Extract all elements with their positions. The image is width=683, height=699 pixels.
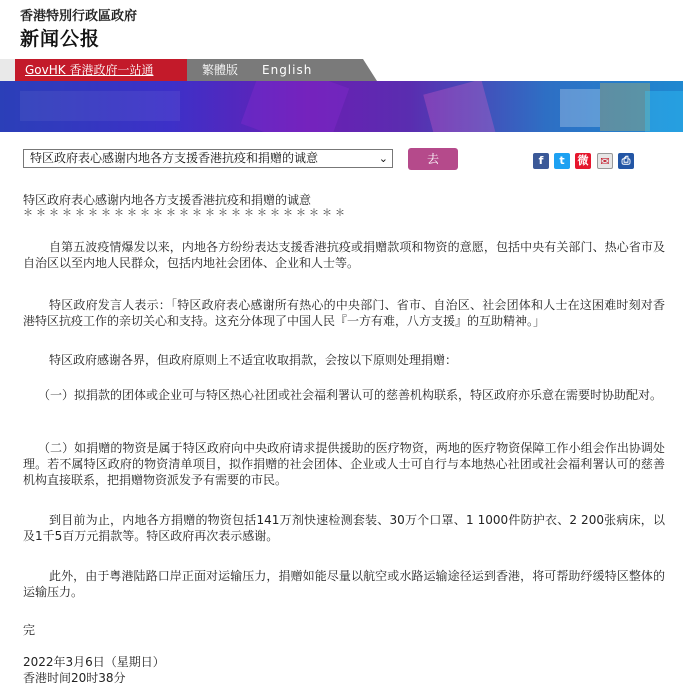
lang-traditional-link[interactable]: 繁體版 bbox=[202, 63, 239, 77]
email-icon[interactable]: ✉ bbox=[597, 153, 613, 169]
banner-image bbox=[0, 81, 683, 132]
print-icon[interactable]: ⎙ bbox=[618, 153, 634, 169]
org-name: 香港特別行政區政府 bbox=[20, 9, 138, 24]
top-nav bbox=[0, 59, 683, 81]
paragraph-4: （一）拟捐款的团体或企业可与特区热心社团或社会福利署认可的慈善机构联系，特区政府亦乐意在需要时协助配对。 bbox=[38, 388, 663, 402]
facebook-icon[interactable]: f bbox=[533, 153, 549, 169]
govhk-link[interactable]: GovHK 香港政府一站通 bbox=[15, 59, 187, 81]
release-date: 2022年3月6日（星期日） bbox=[23, 655, 165, 669]
go-button[interactable]: 去 bbox=[408, 148, 458, 170]
banner-decoration bbox=[0, 81, 683, 132]
paragraph-2: 特区政府发言人表示：「特区政府表心感谢所有热心的中央部门、省市、自治区、社会团体和人士在这困难时刻对香港特区抗疫工作的亲切关心和支持。这充分体现了中国人民『一方有难，八方支援』的互助精神。」 bbox=[23, 298, 665, 328]
chevron-down-icon: ⌄ bbox=[378, 152, 388, 165]
end-mark: 完 bbox=[23, 623, 36, 637]
paragraph-7: 此外，由于粤港陆路口岸正面对运输压力，捐赠如能尽量以航空或水路运输途径运到香港，将可帮助纾缓特区整体的运输压力。 bbox=[23, 569, 665, 599]
release-time: 香港时间20时38分 bbox=[23, 671, 126, 685]
weibo-icon[interactable]: 微 bbox=[575, 153, 591, 169]
lang-english-link[interactable]: English bbox=[262, 63, 313, 77]
paragraph-5: （二）如捐赠的物资是属于特区政府向中央政府请求提供援助的医疗物资，两地的医疗物资保障工作小组会作出协调处理。若不属特区政府的物资清单项目，拟作捐赠的社会团体、企业或人士可自行与本地热心社团或社会福利署认可的慈善机构直接联系，把捐赠物资派发予有需要的市民。 bbox=[23, 441, 665, 487]
press-release-select[interactable] bbox=[23, 149, 393, 168]
article-title: 特区政府表心感谢内地各方支援香港抗疫和捐赠的诚意 bbox=[23, 193, 312, 207]
paragraph-1: 自第五波疫情爆发以来，内地各方纷纷表达支援香港抗疫或捐赠款项和物资的意愿，包括中央有关部门、热心省市及自治区以至内地人民群众，包括内地社会团体、企业和人士等。 bbox=[23, 240, 665, 270]
page-header bbox=[0, 0, 683, 58]
paragraph-6: 到目前为止，内地各方捐赠的物资包括141万剂快速检测套装、30万个口罩、1 1000件防护衣、2 200张病床，以及1千5百万元捐款等。特区政府再次表示感谢。 bbox=[23, 513, 665, 543]
nav-left-strip bbox=[0, 59, 15, 81]
twitter-icon[interactable]: t bbox=[554, 153, 570, 169]
select-value: 特区政府表心感谢内地各方支援香港抗疫和捐赠的诚意 bbox=[30, 151, 319, 165]
paragraph-3: 特区政府感谢各界，但政府原则上不适宜收取捐款，会按以下原则处理捐赠： bbox=[49, 353, 458, 367]
site-title: 新闻公报 bbox=[20, 28, 101, 50]
title-stars: ＊＊＊＊＊＊＊＊＊＊＊＊＊＊＊＊＊＊＊＊＊＊＊＊＊ bbox=[23, 208, 348, 219]
